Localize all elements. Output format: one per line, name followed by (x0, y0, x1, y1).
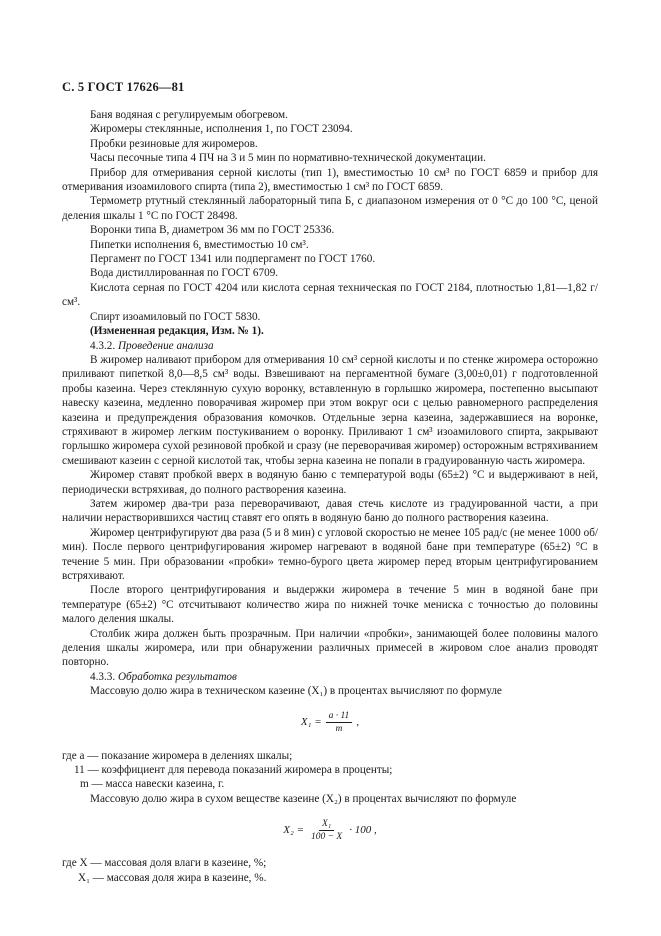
formula-numerator: X₁ (319, 818, 334, 831)
page-header: С. 5 ГОСТ 17626—81 (62, 80, 185, 94)
paragraph: После второго центрифугирования и выдержки жиромера в течение 5 мин в водяной бане при температуре (65±2) °С отсчитывают количество жира по нижней точке мениска с точностью до половины малого деления шкалы. (62, 584, 598, 626)
amendment-note: (Измененная редакция, Изм. № 1). (90, 325, 264, 338)
paragraph: В жиромер наливают прибором для отмеривания 10 см³ серной кислоты и по стенке жиромера осторожно приливают пипеткой 8,0—8,5 см³ воды. Взвешивают на пергаментной бумаге (3,00±0,01) г подготовленной пробы казеина. Через стеклянную сухую воронку, вставленную в горлышко жиромера, постепенно высыпают навеску казеина, медленно поворачивая жиромер при этом вокруг оси с целью равномерного распределения казеина и предупреждения образования комочков. Отдельные зерна казеина, задержавшиеся на воронке, стряхивают в жиромер легким постукиванием о воронку. Приливают 1 см³ изоамилового спирта, закрывают горлышко жиромера сухой резиновой пробкой и сразу (не переворачивая жиромер) осторожным встряхиванием смешивают казеин с серной кислотой так, чтобы зерна казеина не попали в градуированную часть жиромера. (62, 353, 598, 467)
paragraph: Прибор для отмеривания серной кислоты (тип 1), вместимостью 10 см³ по ГОСТ 6859 и прибор для отмеривания изоамилового спирта (типа 2), вместимостью 1 см³ по ГОСТ 6859. (62, 166, 598, 194)
paragraph: Жиромер ставят пробкой вверх в водяную баню с температурой воды (65±2) °С и выдерживают в ней, периодически встряхивая, до полного растворения казеина. (62, 469, 598, 496)
formula-fraction (308, 818, 345, 843)
formula-legend (62, 856, 598, 885)
formula-x2 (62, 810, 598, 850)
paragraph: Жиромеры стеклянные, исполнения 1, по ГОСТ 23094. (90, 123, 353, 136)
section-number: 4.3.2. (90, 339, 118, 352)
formula-denominator: 100 − X (311, 831, 343, 842)
formula-intro: Массовую долю жира в сухом веществе казеине (X₂) в процентах вычисляют по формуле (90, 792, 517, 805)
section-title: Проведение анализа (117, 339, 214, 352)
paragraph: Кислота серная по ГОСТ 4204 или кислота серная техническая по ГОСТ 2184, плотностью 1,81—1,82 г/см³. (62, 281, 598, 309)
section-title: Обработка результатов (117, 670, 237, 683)
paragraph: Часы песочные типа 4 ПЧ на 3 и 5 мин по нормативно-технической документации. (90, 152, 486, 165)
paragraph: Пробки резиновые для жиромеров. (90, 137, 258, 150)
formula-intro: Массовую долю жира в техническом казеине (X₁) в процентах вычисляют по формуле (90, 685, 502, 698)
formula-tail: , (356, 716, 360, 729)
formula-lhs: X₂ = (283, 824, 304, 837)
paragraph: Столбик жира должен быть прозрачным. При наличии «пробки», занимающей более половины малого деления шкалы жиромера, или при обнаружении различных примесей в жировом слое анализ проводят повторно. (62, 627, 598, 669)
section-number: 4.3.3. (90, 670, 118, 683)
formula-fraction (326, 710, 353, 735)
paragraph: Спирт изоамиловый по ГОСТ 5830. (90, 310, 261, 323)
paragraph: Вода дистиллированная по ГОСТ 6709. (90, 267, 279, 280)
paragraph: Пипетки исполнения 6, вместимостью 10 см³. (90, 238, 309, 251)
paragraph: Термометр ртутный стеклянный лабораторный типа Б, с диапазоном измерения от 0 °С до 100 °С, ценой деления шкалы 1 °С по ГОСТ 28498. (62, 195, 598, 222)
formula-denominator: m (335, 724, 343, 735)
legend-row: где X — массовая доля влаги в казеине, %; (62, 857, 267, 870)
paragraph: Воронки типа В, диаметром 36 мм по ГОСТ 25336. (90, 224, 335, 237)
paragraph: Пергамент по ГОСТ 1341 или подпергамент по ГОСТ 1760. (90, 253, 376, 266)
section-heading-4-3-3 (62, 670, 598, 684)
paragraph: Затем жиромер два-три раза переворачивают, давая стечь кислоте из градуированной части, а при наличии нерастворившихся частиц ставят его опять в водяную баню до полного растворения казеина. (62, 497, 598, 525)
document-body (62, 108, 598, 885)
legend-row: 11 — коэффициент для перевода показаний жиромера в проценты; (74, 764, 393, 777)
section-heading-4-3-2 (62, 339, 598, 353)
legend-row: X₁ — массовая доля жира в казеине, %. (78, 871, 267, 884)
paragraph: Баня водяная с регулируемым обогревом. (90, 109, 288, 121)
formula-lhs: X₁ = (300, 716, 322, 729)
legend-row: где a — показание жиромера в делениях шкалы; (62, 749, 293, 762)
legend-row: m — масса навески казеина, г. (80, 778, 225, 791)
paragraph: Жиромер центрифугируют два раза (5 и 8 мин) с угловой скоростью не менее 105 рад/с (не менее 1000 об/мин). После первого центрифугирования жиромер нагревают в водяной бане при температуре (65±2) °С в течение 5 мин. При образовании «пробки» темно-бурого цвета жиромер перед вторым центрифугированием встряхивают. (62, 526, 598, 582)
formula-numerator: a · 11 (326, 710, 353, 723)
formula-x1 (62, 703, 598, 743)
formula-tail: · 100 , (349, 824, 377, 837)
formula-legend (62, 749, 598, 792)
